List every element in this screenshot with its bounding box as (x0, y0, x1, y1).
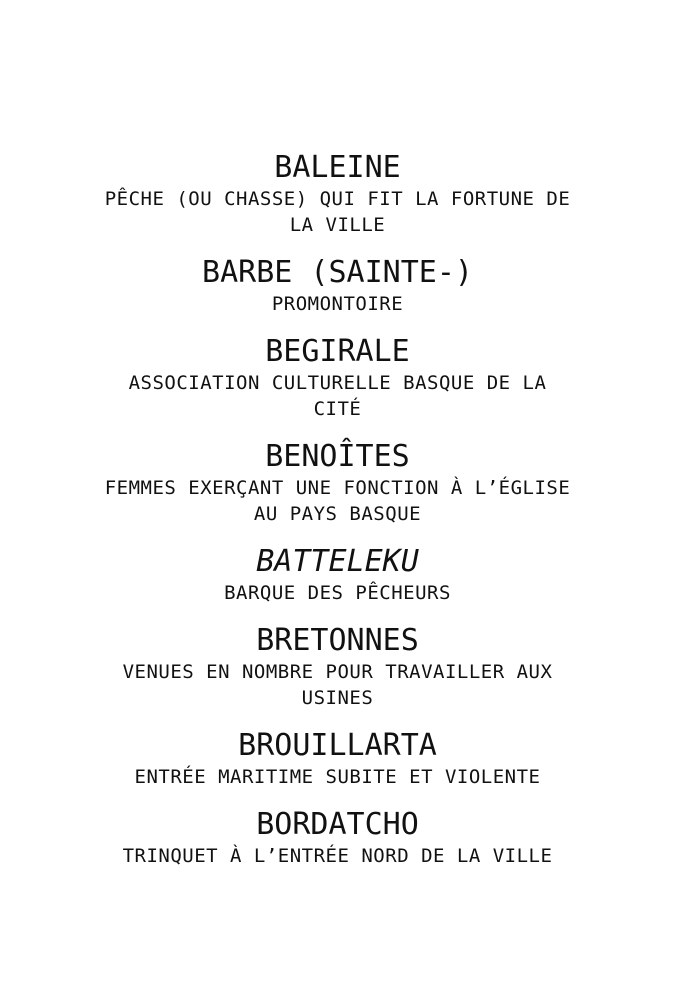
glossary-entry-baleine (103, 150, 573, 238)
glossary-entry-bordatcho (103, 807, 573, 869)
glossary-list (0, 150, 675, 886)
entry-definition: ASSOCIATION CULTURELLE BASQUE DE LA CITÉ (128, 372, 547, 420)
glossary-entry-bretonnes (103, 623, 573, 711)
entry-term: BALEINE (274, 150, 401, 185)
glossary-entry-begirale (103, 334, 573, 422)
entry-definition: BARQUE DES PÊCHEURS (224, 582, 451, 604)
entry-term: BARBE (SAINTE-) (202, 255, 473, 290)
entry-term: BROUILLARTA (238, 728, 437, 763)
entry-term: BORDATCHO (256, 807, 419, 842)
entry-definition: PROMONTOIRE (271, 293, 404, 315)
entry-definition: TRINQUET À L’ENTRÉE NORD DE LA VILLE (122, 845, 553, 867)
glossary-entry-batteleku (103, 544, 573, 606)
glossary-entry-benoites (103, 439, 573, 527)
entry-term: BRETONNES (256, 623, 419, 658)
glossary-entry-brouillarta (103, 728, 573, 790)
entry-term: BENOÎTES (265, 439, 410, 474)
entry-term: BATTELEKU (256, 544, 419, 579)
entry-definition: VENUES EN NOMBRE POUR TRAVAILLER AUX USINES (122, 661, 553, 709)
entry-definition: PÊCHE (OU CHASSE) QUI FIT LA FORTUNE DE LA VILLE (104, 188, 571, 236)
entry-term: BEGIRALE (265, 334, 410, 369)
entry-definition: FEMMES EXERÇANT UNE FONCTION À L’ÉGLISE AU PAYS BASQUE (104, 477, 571, 525)
glossary-entry-barbe (103, 255, 573, 317)
entry-definition: ENTRÉE MARITIME SUBITE ET VIOLENTE (134, 766, 541, 788)
